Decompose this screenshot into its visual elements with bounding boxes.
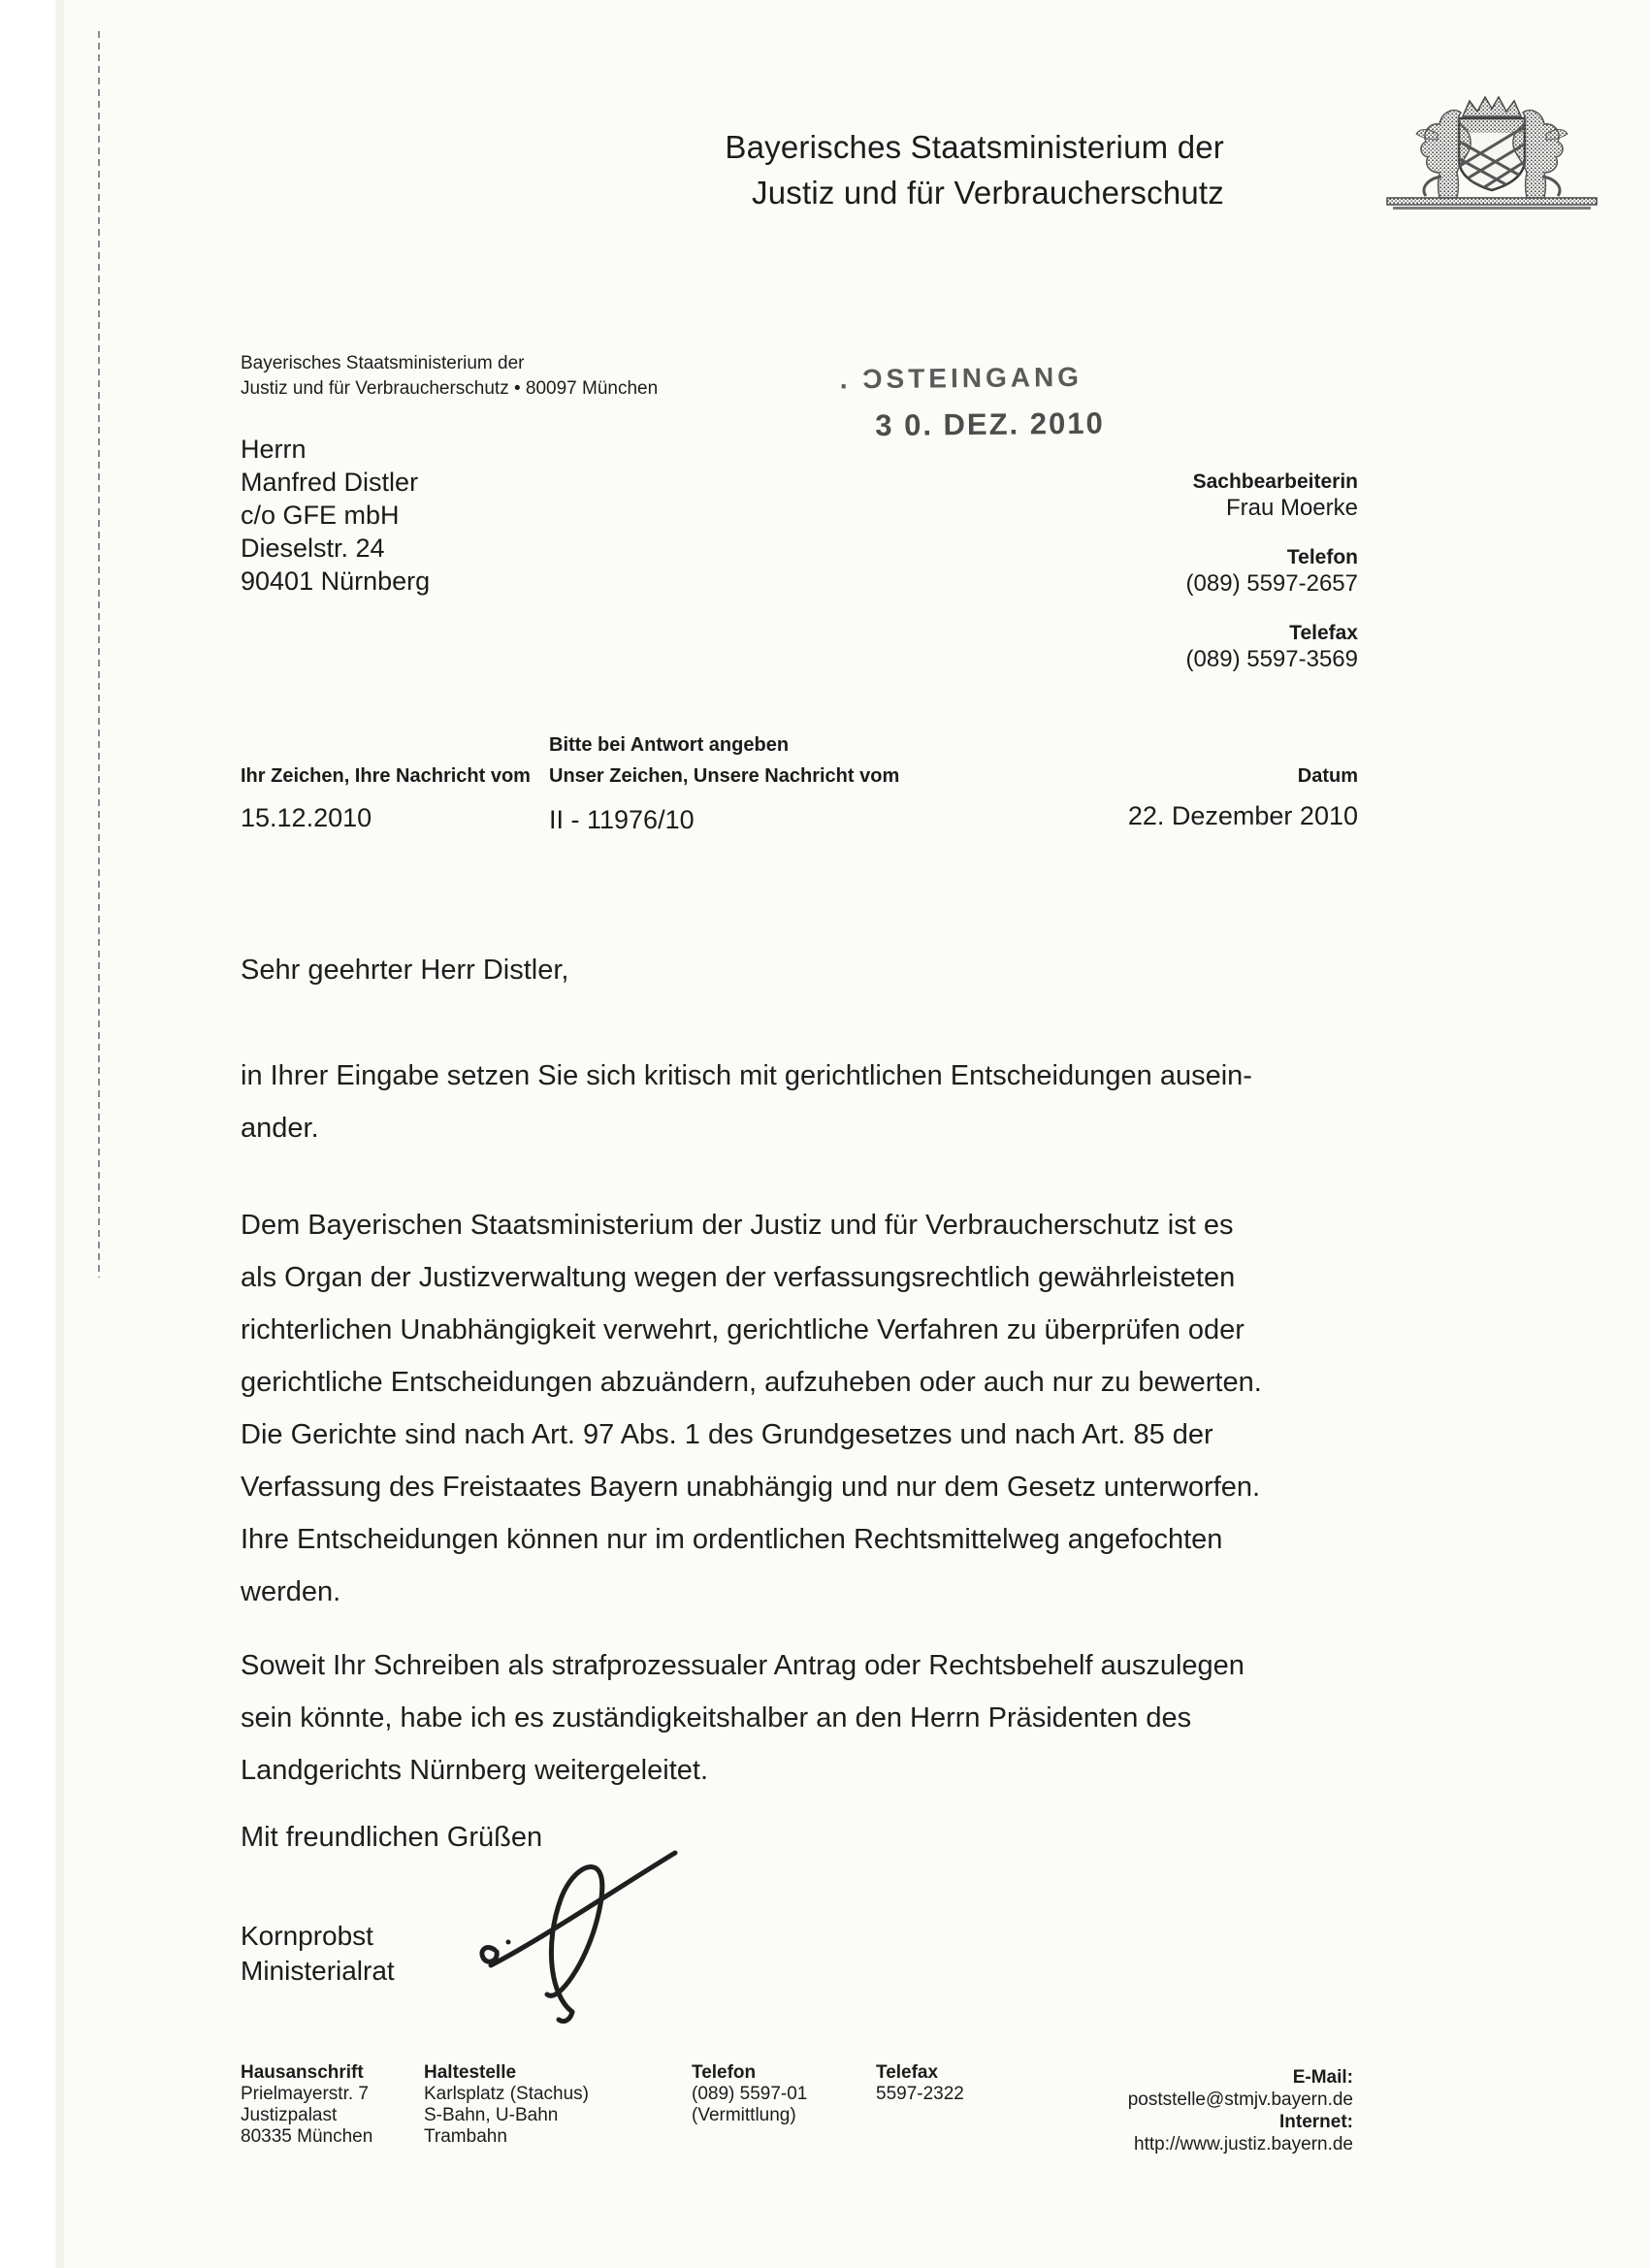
paragraph-line: Die Gerichte sind nach Art. 97 Abs. 1 des Grundgesetzes und nach Art. 85 der [241,1419,1213,1450]
footer-line: Karlsplatz (Stachus) [424,2084,590,2104]
bavaria-coat-of-arms-icon [1381,81,1602,222]
paragraph-line: als Organ der Justizverwaltung wegen der verfassungsrechtlich gewährleisteten [241,1262,1236,1293]
handwritten-signature-icon [456,1849,679,2028]
footer-line: (Vermittlung) [692,2105,796,2125]
reply-note: Bitte bei Antwort angeben [549,734,790,756]
paragraph-3 [241,1639,1366,1797]
paragraph-line: Dem Bayerischen Staatsministerium der Justiz und für Verbraucherschutz ist es [241,1210,1234,1241]
ministry-title [545,124,1224,215]
phone-value: (089) 5597-2657 [1185,570,1358,597]
date-label: Datum [1297,765,1358,787]
internet-value: http://www.justiz.bayern.de [1134,2134,1353,2155]
clerk-label: Sachbearbeiterin [1192,470,1358,493]
paragraph-line: in Ihrer Eingabe setzen Sie sich kritisch mit gerichtlichen Entscheidungen ausein- [241,1060,1252,1091]
footer-line: Trambahn [424,2126,507,2147]
footer-col-fax [876,2062,964,2105]
footer-line: Prielmayerstr. 7 [241,2084,369,2104]
sender-line-1: Bayerisches Staatsministerium der [241,353,525,373]
recipient-address [241,433,430,598]
ministry-title-line1: Bayerisches Staatsministerium der [725,129,1224,165]
your-reference-label: Ihr Zeichen, Ihre Nachricht vom [241,765,531,787]
footer-label: Telefax [876,2062,939,2083]
clerk-name: Frau Moerke [1225,495,1358,521]
date-value: 22. Dezember 2010 [1127,801,1358,830]
closing-phrase: Mit freundlichen Grüßen [241,1822,543,1853]
paragraph-1 [241,1050,1366,1154]
footer-line: (089) 5597-01 [692,2084,808,2104]
paragraph-line: gerichtliche Entscheidungen abzuändern, aufzuheben oder auch nur zu bewerten. [241,1367,1262,1398]
paragraph-line: Verfassung des Freistaates Bayern unabhängig und nur dem Gesetz unterworfen. [241,1472,1261,1503]
footer-col-phone [692,2062,807,2126]
footer-col-online [1128,2066,1353,2155]
recipient-line: c/o GFE mbH [241,501,400,530]
footer-label: Haltestelle [424,2062,517,2083]
fax-label: Telefax [1289,622,1358,644]
recipient-line: Dieselstr. 24 [241,534,385,563]
paragraph-line: Ihre Entscheidungen können nur im ordentlichen Rechtsmittelweg angefochten [241,1524,1223,1555]
signature-block [241,1919,395,1989]
footer-label: Telefon [692,2062,757,2083]
footer-col-address [241,2062,372,2148]
scan-dotted-line-artifact [98,31,100,1278]
recipient-line: Herrn [241,435,307,464]
stamp-text: . ƆSTEINGANG [839,361,1083,395]
our-reference-label: Unser Zeichen, Unsere Nachricht vom [549,765,900,787]
email-label: E-Mail: [1292,2067,1353,2088]
paragraph-line: werden. [241,1576,341,1607]
your-reference-value: 15.12.2010 [241,803,372,832]
paragraph-line: ander. [241,1113,319,1144]
phone-label: Telefon [1286,546,1358,568]
email-value: poststelle@stmjv.bayern.de [1127,2090,1353,2110]
signer-name: Kornprobst [241,1921,373,1951]
paragraph-line: richterlichen Unabhängigkeit verwehrt, gerichtliche Verfahren zu überprüfen oder [241,1314,1245,1345]
salutation: Sehr geehrter Herr Distler, [241,955,569,986]
footer-label: Hausanschrift [241,2062,364,2083]
footer-line: Justizpalast [241,2105,338,2125]
scan-edge-strip [0,0,54,2268]
footer-line: S-Bahn, U-Bahn [424,2105,559,2125]
incoming-mail-stamp [840,362,1105,444]
fax-value: (089) 5597-3569 [1185,646,1358,672]
sender-line [241,351,658,402]
sender-line-2: Justiz und für Verbraucherschutz • 80097 München [241,378,659,399]
recipient-line: 90401 Nürnberg [241,567,431,596]
paragraph-line: Landgerichts Nürnberg weitergeleitet. [241,1755,708,1786]
footer-line: 80335 München [241,2126,373,2147]
our-reference-value: II - 11976/10 [549,805,695,834]
paragraph-2 [241,1199,1366,1618]
recipient-line: Manfred Distler [241,468,419,497]
signer-title: Ministerialrat [241,1956,395,1986]
contact-column [951,470,1358,697]
footer-col-stop [424,2062,589,2148]
paragraph-line: sein könnte, habe ich es zuständigkeitshalber an den Herrn Präsidenten des [241,1702,1192,1733]
footer-line: 5597-2322 [876,2084,964,2104]
ministry-title-line2: Justiz und für Verbraucherschutz [752,175,1224,211]
scan-faint-band [56,0,64,2268]
paragraph-line: Soweit Ihr Schreiben als strafprozessualer Antrag oder Rechtsbehelf auszulegen [241,1650,1245,1681]
stamp-date: 3 0. DEZ. 2010 [875,405,1105,443]
internet-label: Internet: [1279,2112,1353,2132]
